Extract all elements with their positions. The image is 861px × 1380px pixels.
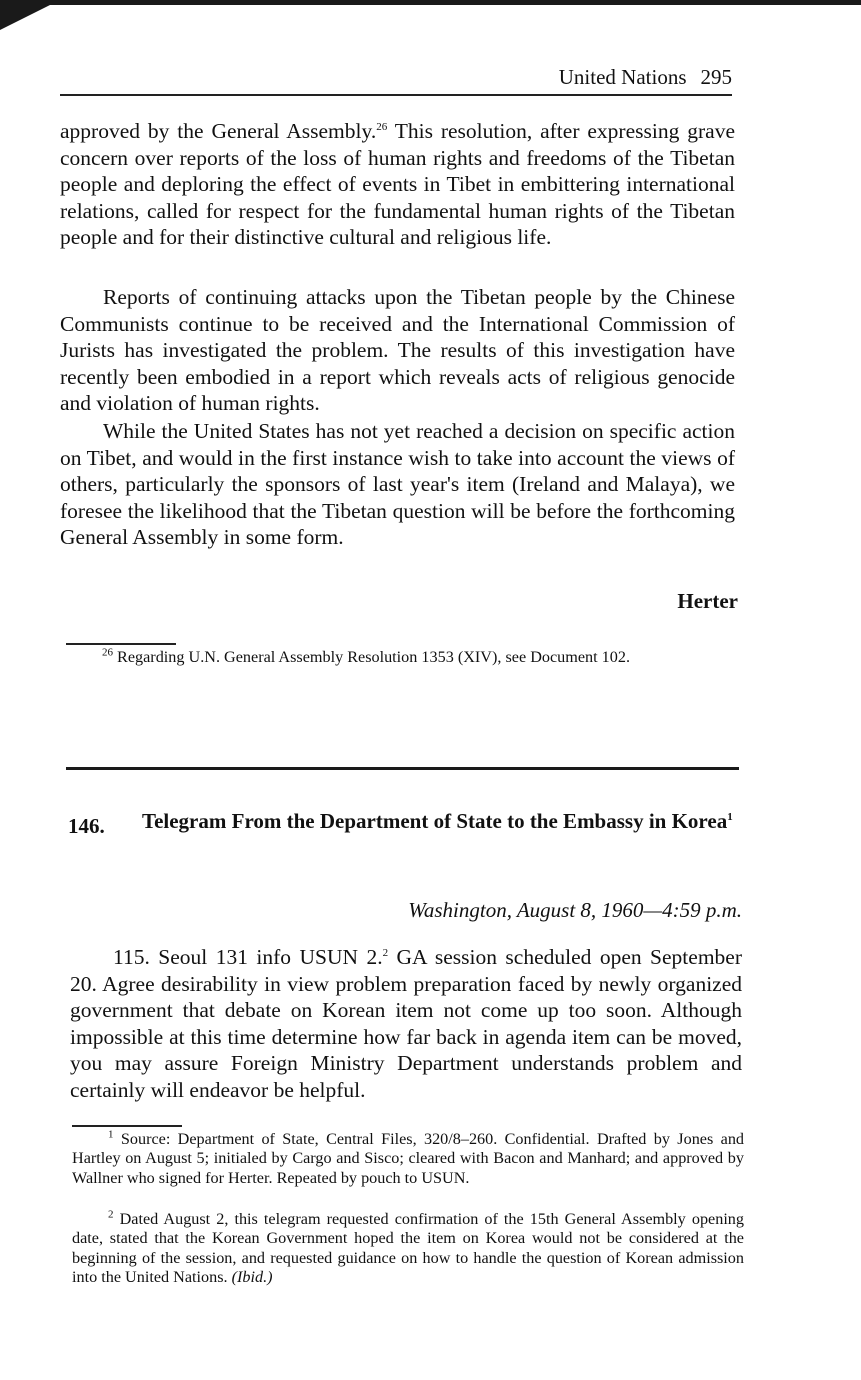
footnote-ref-26: 26: [376, 120, 388, 133]
footnote-ref-1: 1: [727, 811, 733, 823]
footnote-1-mark: 1: [108, 1128, 114, 1141]
telegram-body: [70, 944, 742, 1104]
footnote-2-mark: 2: [108, 1208, 114, 1221]
scan-corner: [0, 0, 60, 30]
document-number: 146.: [68, 814, 105, 838]
scan-border: [0, 0, 861, 22]
footnote-divider: [66, 643, 176, 645]
telegram-text: GA session scheduled open September 20. Agree desirability in view problem preparation faced by newly organized government that debate on Korean item not come up too soon. Although impossible at this time determine how far back in agenda item can be moved, you may assure Foreign Ministry Department understands problem and certainly will endeavor be helpful.: [70, 945, 742, 1102]
footnote-26-mark: 26: [102, 646, 113, 659]
running-title: United Nations: [558, 65, 687, 89]
footnote-2-citation: (Ibid.): [231, 1268, 273, 1287]
footnote-1-text: Source: Department of State, Central Files, 320/8–260. Confidential. Drafted by Jones and Hartley on August 5; initialed by Cargo and Sisco; cleared with Bacon and Manhard; and approved by Wallner who signed for Herter. Repeated by pouch to USUN.: [72, 1130, 745, 1187]
paragraph-continuation: [60, 118, 735, 251]
footnote-1: [72, 1130, 744, 1188]
footnote-26: [66, 648, 736, 667]
footnote-2: [72, 1210, 744, 1288]
footnote-2-text: Dated August 2, this telegram requested confirmation of the 15th General Assembly opening date, stated that the Korean Government hoped the item on Korea would not be considered at the beginning of the session, and requested guidance on how to handle the question of Korean admission into the United Nations.: [72, 1210, 744, 1287]
paragraph-resolution-text: This resolution, after expressing grave concern over reports of the loss of human rights and freedoms of the Tibetan people and deploring the effect of events in Tibet in embittering international relations, called for respect for the fundamental human rights of the Tibetan people and for their distinctive cultural and religious life.: [60, 119, 735, 250]
document-title: [142, 806, 742, 836]
footnote-divider: [72, 1125, 182, 1127]
dateline: Washington, August 8, 1960—4:59 p.m.: [408, 898, 742, 922]
document-title-text: Telegram From the Department of State to the Embassy in Korea: [142, 809, 728, 833]
signature: Herter: [677, 589, 738, 613]
paragraph-us-position: While the United States has not yet reached a decision on specific action on Tibet, and would in the first instance wish to take into account the views of others, particularly the sponsors of last year's item (Ireland and Malaya), we foresee the likelihood that the Tibetan question will be before the forthcoming General Assembly in some form.: [60, 419, 735, 550]
footnote-ref-2: 2: [382, 946, 389, 959]
section-divider: [66, 767, 739, 770]
footnote-26-text: Regarding U.N. General Assembly Resolution 1353 (XIV), see Document 102.: [117, 648, 631, 666]
paragraph-reports: Reports of continuing attacks upon the Tibetan people by the Chinese Communists continue to be received and the International Commission of Jurists has investigated the problem. The results of this investigation have recently been embodied in a report which reveals acts of religious genocide and violation of human rights.: [60, 285, 735, 416]
running-header: [60, 62, 732, 96]
telegram-reference: 115. Seoul 131 info USUN 2.: [113, 945, 383, 969]
page-number: 295: [700, 65, 732, 89]
paragraph-opening: approved by the General Assembly.: [60, 119, 377, 143]
